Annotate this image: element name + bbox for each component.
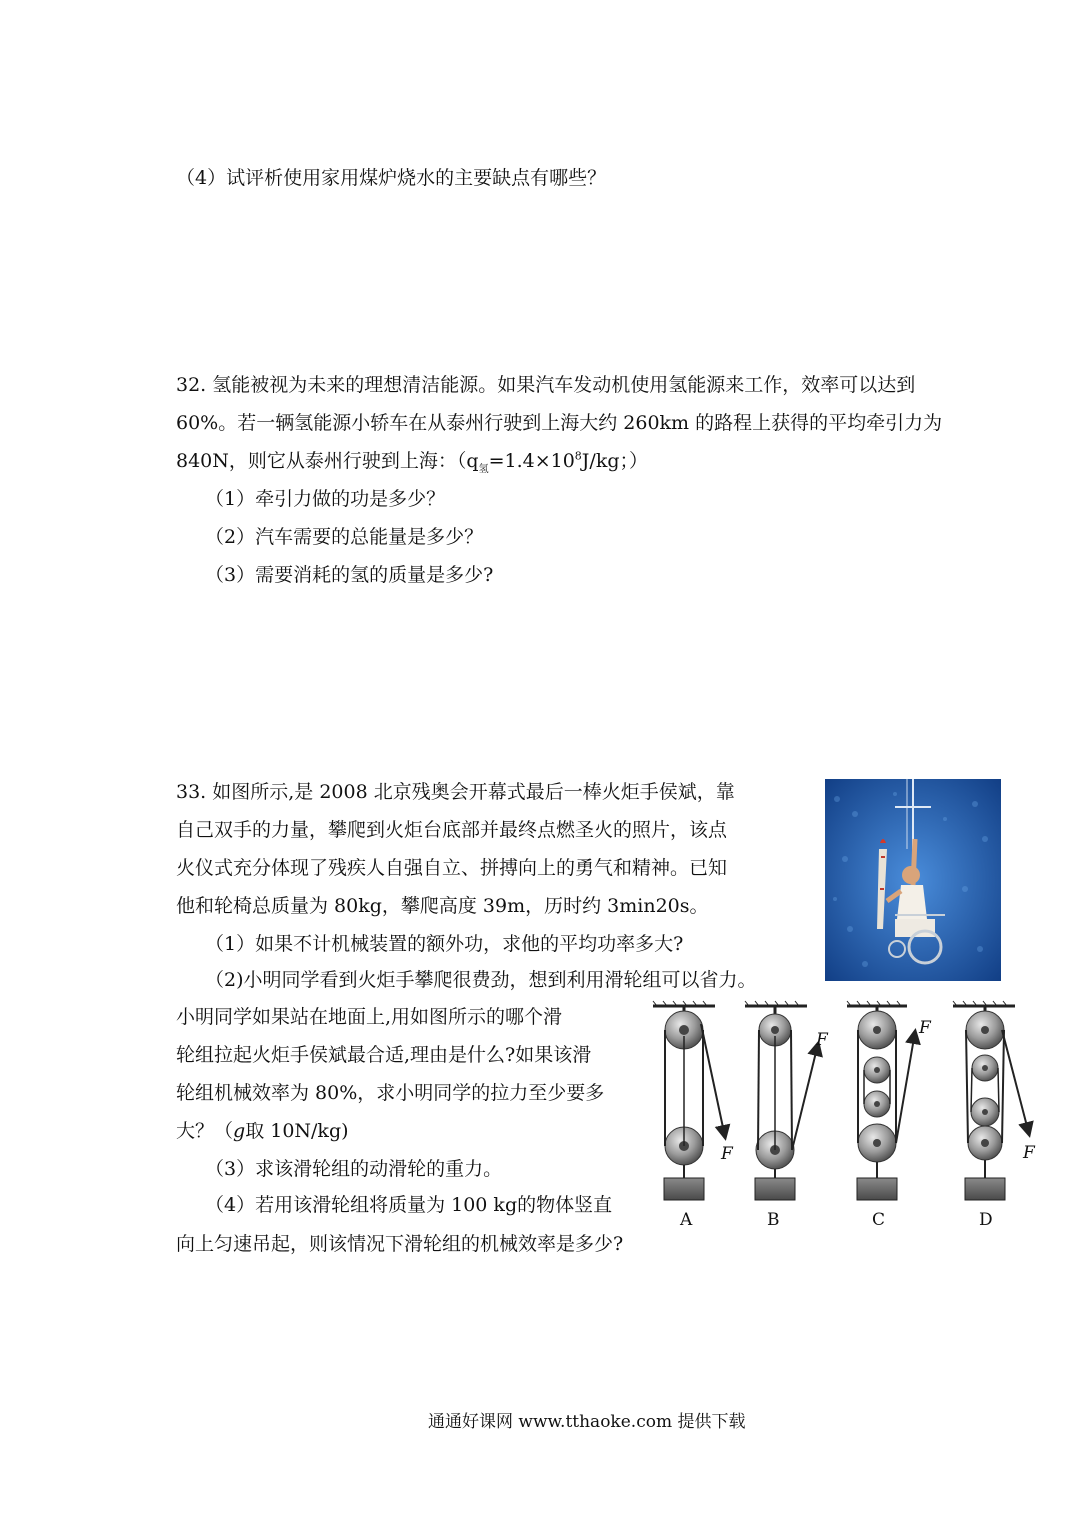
force-label-c: F xyxy=(919,1018,931,1038)
pulley-systems-figure xyxy=(645,1000,1045,1235)
q32-line3-pre: 840N，则它从泰州行驶到上海：（q xyxy=(176,450,479,472)
figure-label-b: B xyxy=(767,1210,780,1230)
q32-line3-mid: =1.4×10 xyxy=(488,450,575,472)
q33-part2-line5-post: 取 10N/kg) xyxy=(245,1120,349,1142)
q33-line4: 他和轮椅总质量为 80kg，攀爬高度 39m，历时约 3min20s。 xyxy=(176,895,709,917)
q32-part2: （2）汽车需要的总能量是多少？ xyxy=(205,526,484,548)
force-label-a: F xyxy=(721,1144,733,1164)
figure-label-c: C xyxy=(872,1210,886,1230)
q33-part2-line5 xyxy=(176,1119,349,1143)
q33-part2-line5-pre: 大？（ xyxy=(176,1120,234,1142)
q33-part4-line2: 向上匀速吊起，则该情况下滑轮组的机械效率是多少? xyxy=(176,1233,624,1255)
q31-part4: （4）试评析使用家用煤炉烧水的主要缺点有哪些？ xyxy=(176,167,607,189)
q32-line3-sup: 8 xyxy=(574,449,582,463)
pulley-system-a xyxy=(653,1001,725,1200)
q33-line2: 自己双手的力量，攀爬到火炬台底部并最终点燃圣火的照片，该点 xyxy=(176,819,728,841)
figure-label-d: D xyxy=(979,1210,993,1230)
footer-download-notice: 通通好课网 www.tthaoke.com 提供下载 xyxy=(428,1412,746,1432)
q33-part2-line4: 轮组机械效率为 80%，求小明同学的拉力至少要多 xyxy=(176,1082,605,1104)
q33-part2-line2: 小明同学如果站在地面上,用如图所示的哪个滑 xyxy=(176,1006,563,1028)
q32-line3 xyxy=(176,449,648,473)
torchbearer-photo xyxy=(825,779,1001,981)
q32-line3-sub: 氢 xyxy=(478,463,489,475)
q33-part4-line1: （4）若用该滑轮组将质量为 100 kg的物体竖直 xyxy=(205,1194,613,1216)
figure-label-a: A xyxy=(680,1210,693,1230)
q33-part2-line1: （2)小明同学看到火炬手攀爬很费劲，想到利用滑轮组可以省力。 xyxy=(205,969,757,991)
q32-line1: 32. 氢能被视为未来的理想清洁能源。如果汽车发动机使用氢能源来工作，效率可以达到 xyxy=(176,374,916,396)
torchbearer-photo-illustration xyxy=(825,779,1001,981)
q33-part1: （1）如果不计机械装置的额外功，求他的平均功率多大? xyxy=(205,933,684,955)
q32-part1: （1）牵引力做的功是多少？ xyxy=(205,488,446,510)
q33-line1: 33. 如图所示,是 2008 北京残奥会开幕式最后一棒火炬手侯斌，靠 xyxy=(176,781,735,803)
q32-line2: 60%。若一辆氢能源小轿车在从泰州行驶到上海大约 260km 的路程上获得的平均牵引力为 xyxy=(176,412,943,434)
pulley-system-c xyxy=(847,1001,915,1200)
force-label-d: F xyxy=(1023,1143,1035,1163)
q33-line3: 火仪式充分体现了残疾人自强自立、拼搏向上的勇气和精神。已知 xyxy=(176,857,728,879)
q33-part2-line3: 轮组拉起火炬手侯斌最合适,理由是什么?如果该滑 xyxy=(176,1044,592,1066)
pulley-system-d xyxy=(953,1001,1029,1200)
force-label-b: F xyxy=(816,1030,828,1050)
q32-part3: （3）需要消耗的氢的质量是多少? xyxy=(205,564,494,586)
q33-g-symbol: g xyxy=(233,1120,246,1142)
q32-line3-post: J/kg；） xyxy=(581,450,648,472)
pulley-system-b xyxy=(745,1001,818,1200)
q33-part3: （3）求该滑轮组的动滑轮的重力。 xyxy=(205,1158,503,1180)
